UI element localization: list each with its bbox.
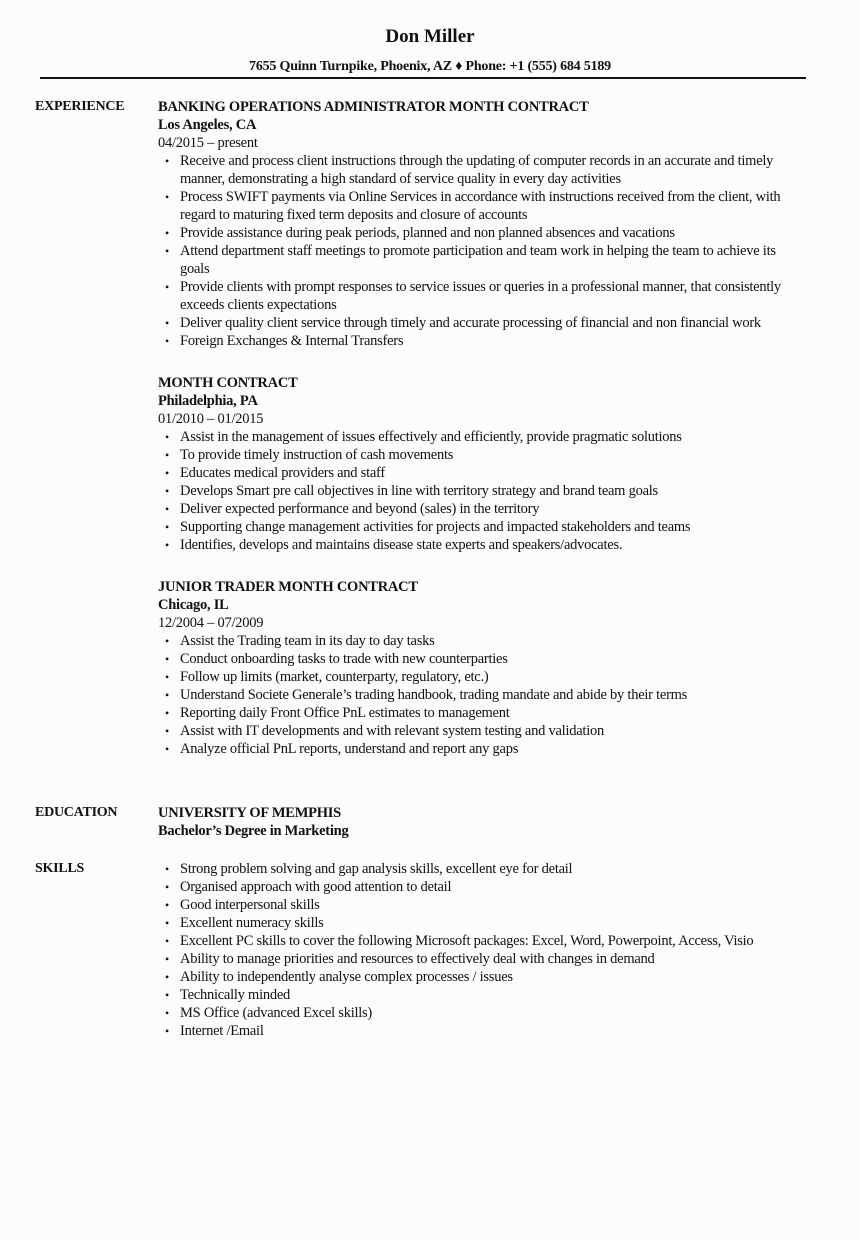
jobs-list [158,98,815,782]
list-item: • Excellent PC skills to cover the following Microsoft packages: Excel, Word, Powerpoint, Access, Visio [158,932,806,950]
job-location: Philadelphia, PA [158,393,258,409]
list-item: • Assist the Trading team in its day to day tasks [158,632,806,650]
list-item: • Assist in the management of issues effectively and efficiently, provide pragmatic solutions [158,428,806,446]
job-entry [158,374,815,554]
list-item: • Follow up limits (market, counterparty, regulatory, etc.) [158,668,806,686]
job-entry [158,98,815,350]
list-item: • Excellent numeracy skills [158,914,806,932]
list-item: • Strong problem solving and gap analysis skills, excellent eye for detail [158,860,806,878]
job-title: BANKING OPERATIONS ADMINISTRATOR MONTH CONTRACT [158,99,589,115]
list-item: • Good interpersonal skills [158,896,806,914]
candidate-name: Don Miller [385,26,475,47]
list-item: • To provide timely instruction of cash movements [158,446,806,464]
education-section [35,804,815,840]
list-item: • Organised approach with good attention to detail [158,878,806,896]
job-dates: 04/2015 – present [158,135,258,151]
list-item: • Process SWIFT payments via Online Services in accordance with instructions received from the client, with regard to maturing fixed term deposits and closure of accounts [158,188,806,224]
list-item: • Provide assistance during peak periods, planned and non planned absences and vacations [158,224,806,242]
section-label: SKILLS [35,861,85,876]
list-item: • Foreign Exchanges & Internal Transfers [158,332,806,350]
list-item: • Receive and process client instructions through the updating of computer records in an accurate and timely manner, demonstrating a high standard of service quality in every day activities [158,152,806,188]
list-item: • Analyze official PnL reports, understand and report any gaps [158,740,806,758]
list-item: • Technically minded [158,986,806,1004]
list-item: • Deliver expected performance and beyond (sales) in the territory [158,500,806,518]
skills-list [158,860,815,1040]
experience-section [35,98,815,782]
list-item: • Attend department staff meetings to promote participation and team work in helping the team to achieve its goals [158,242,806,278]
list-item: • MS Office (advanced Excel skills) [158,1004,806,1022]
contact-line: 7655 Quinn Turnpike, Phoenix, AZ ♦ Phone: +1 (555) 684 5189 [249,59,611,74]
degree: Bachelor’s Degree in Marketing [158,823,349,839]
list-item: • Conduct onboarding tasks to trade with new counterparties [158,650,806,668]
list-item: • Ability to independently analyse complex processes / issues [158,968,806,986]
list-item: • Educates medical providers and staff [158,464,806,482]
job-bullets [158,152,815,350]
resume-body [35,98,815,1040]
section-label: EXPERIENCE [35,99,125,114]
job-location: Chicago, IL [158,597,229,613]
list-item: • Understand Societe Generale’s trading handbook, trading mandate and abide by their terms [158,686,806,704]
section-label: EDUCATION [35,805,118,820]
list-item: • Supporting change management activities for projects and impacted stakeholders and teams [158,518,806,536]
job-title: JUNIOR TRADER MONTH CONTRACT [158,579,418,595]
list-item: • Provide clients with prompt responses to service issues or queries in a professional manner, that consistently exceeds clients expectations [158,278,806,314]
job-dates: 12/2004 – 07/2009 [158,615,264,631]
list-item: • Develops Smart pre call objectives in line with territory strategy and brand team goals [158,482,806,500]
list-item: • Ability to manage priorities and resources to effectively deal with changes in demand [158,950,806,968]
job-title: MONTH CONTRACT [158,375,298,391]
list-item: • Identifies, develops and maintains disease state experts and speakers/advocates. [158,536,806,554]
header-divider [40,77,806,79]
skills-section [35,860,815,1040]
list-item: • Reporting daily Front Office PnL estimates to management [158,704,806,722]
job-dates: 01/2010 – 01/2015 [158,411,264,427]
school-name: UNIVERSITY OF MEMPHIS [158,805,341,821]
job-location: Los Angeles, CA [158,117,257,133]
job-bullets [158,428,815,554]
list-item: • Internet /Email [158,1022,806,1040]
list-item: • Assist with IT developments and with relevant system testing and validation [158,722,806,740]
list-item: • Deliver quality client service through timely and accurate processing of financial and non financial work [158,314,806,332]
job-bullets [158,632,815,758]
job-entry [158,578,815,758]
